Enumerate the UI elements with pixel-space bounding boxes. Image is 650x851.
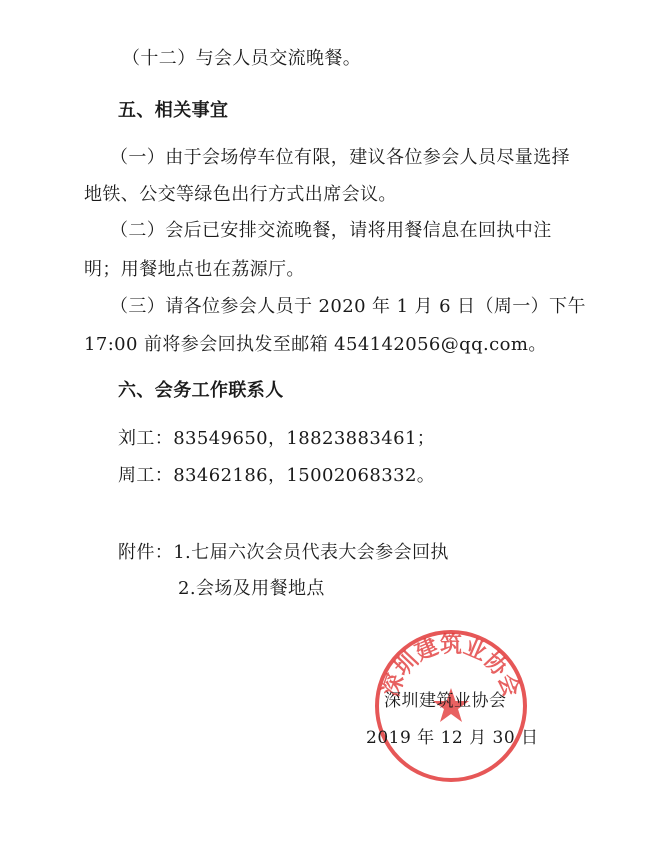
signature-date: 2019 年 12 月 30 日 [366,728,539,748]
section5-item3-line1: （三）请各位参会人员于 2020 年 1 月 6 日（周一）下午 [110,296,586,317]
attachment-2: 2.会场及用餐地点 [178,578,325,599]
section5-item2-line2: 明；用餐地点也在荔源厅。 [84,259,305,280]
contact-zhou: 周工：83462186，15002068332。 [118,465,436,486]
section4-item12: （十二）与会人员交流晚餐。 [122,48,362,69]
section5-item1-line2: 地铁、公交等绿色出行方式出席会议。 [84,184,397,205]
section5-item3-line2: 17:00 前将参会回执发至邮箱 454142056@qq.com。 [84,334,547,355]
seal-text: 深圳建筑业协会 [378,633,524,701]
section6-heading: 六、会务工作联系人 [118,380,284,401]
section5-heading: 五、相关事宜 [118,100,229,121]
contact-liu: 刘工：83549650，18823883461； [118,428,436,449]
section5-item1-line1: （一）由于会场停车位有限，建议各位参会人员尽量选择 [110,147,570,168]
attachment-1: 附件：1.七届六次会员代表大会参会回执 [118,542,449,563]
signature-organization: 深圳建筑业协会 [384,691,507,711]
section5-item2-line1: （二）会后已安排交流晚餐，请将用餐信息在回执中注 [110,220,552,241]
